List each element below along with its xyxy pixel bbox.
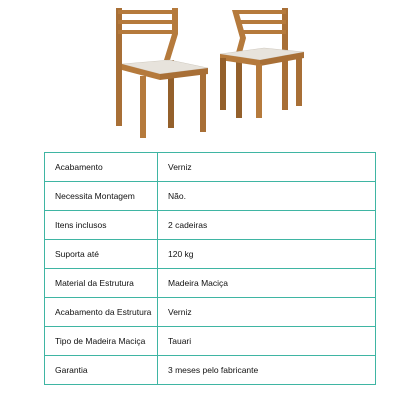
chairs-icon xyxy=(100,2,320,142)
spec-value: Verniz xyxy=(158,298,376,327)
spec-label: Acabamento xyxy=(45,153,158,182)
spec-label: Acabamento da Estrutura xyxy=(45,298,158,327)
spec-value: 3 meses pelo fabricante xyxy=(158,356,376,385)
table-row xyxy=(45,269,376,298)
table-row xyxy=(45,153,376,182)
right-chair xyxy=(220,8,304,118)
table-row xyxy=(45,211,376,240)
spec-value: Madeira Maciça xyxy=(158,269,376,298)
spec-value: 2 cadeiras xyxy=(158,211,376,240)
spec-value: 120 kg xyxy=(158,240,376,269)
table-row xyxy=(45,327,376,356)
spec-label: Garantia xyxy=(45,356,158,385)
spec-label: Suporta até xyxy=(45,240,158,269)
table-row xyxy=(45,356,376,385)
spec-table xyxy=(44,152,376,385)
spec-value: Tauari xyxy=(158,327,376,356)
spec-label: Necessita Montagem xyxy=(45,182,158,211)
table-row xyxy=(45,240,376,269)
spec-label: Itens inclusos xyxy=(45,211,158,240)
spec-label: Material da Estrutura xyxy=(45,269,158,298)
product-image xyxy=(100,2,320,142)
spec-value: Não. xyxy=(158,182,376,211)
table-row xyxy=(45,298,376,327)
table-row xyxy=(45,182,376,211)
spec-label: Tipo de Madeira Maciça xyxy=(45,327,158,356)
spec-value: Verniz xyxy=(158,153,376,182)
left-chair xyxy=(116,8,208,138)
